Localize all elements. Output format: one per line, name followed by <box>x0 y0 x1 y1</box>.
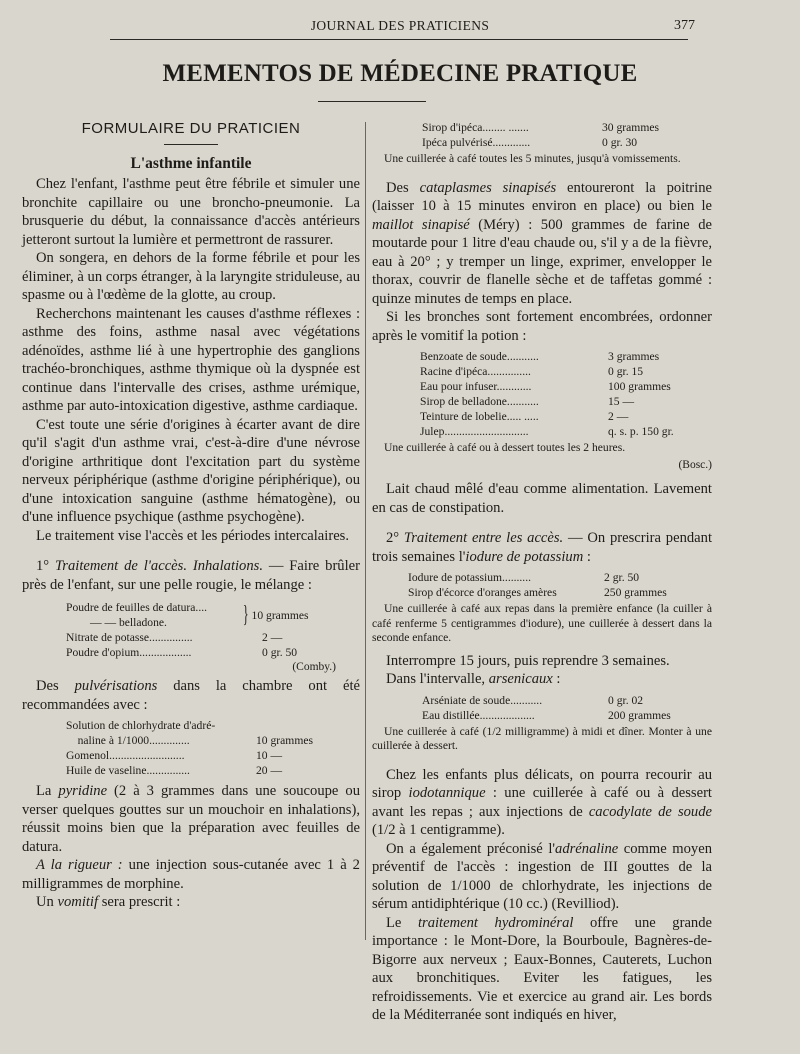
emphasis: pulvérisations <box>74 678 158 694</box>
text: : <box>552 671 561 687</box>
formula-quantity: 30 grammes <box>602 121 659 134</box>
emphasis: pyridine <box>58 783 108 799</box>
formula-quantity: 15 — <box>608 395 635 408</box>
formula-ingredient: Racine d'ipéca............... <box>420 365 531 378</box>
formula-row <box>66 630 336 645</box>
formula-ingredient: Ipéca pulvérisé............. <box>422 136 531 149</box>
text: sera prescrit : <box>98 894 181 910</box>
paragraph <box>372 766 712 840</box>
text: Dans l'intervalle, <box>386 671 489 687</box>
formula-row <box>420 349 700 364</box>
dosage-note: Une cuillerée à café ou à dessert toutes les 2 heures. <box>384 441 626 454</box>
paragraph <box>22 856 360 893</box>
formula-row <box>420 424 700 439</box>
formula-quantity: 2 — <box>608 410 629 423</box>
left-column <box>22 120 360 912</box>
formula-row <box>66 748 336 763</box>
text: — Faire brûler près de l'enfant, sur une pelle rougie, le mélange : <box>22 558 360 593</box>
paragraph: Si les bronches sont fortement encombrées, ordonner après le vomitif la potion : <box>372 309 712 344</box>
prescription-formula <box>22 600 336 675</box>
formula-quantity: 0 gr. 50 <box>262 646 298 659</box>
text: Des <box>36 678 75 694</box>
emphasis: iodotannique <box>408 785 486 801</box>
emphasis: adrénaline <box>555 840 619 857</box>
formula-ingredient: Eau pour infuser............ <box>420 380 532 393</box>
dosage-note: Une cuillerée à café toutes les 5 minutes, jusqu'à vomissements. <box>384 152 681 165</box>
formula-quantity: 20 — <box>256 764 283 777</box>
text: dans la chambre ont été recommandées avec : <box>22 678 360 713</box>
emphasis: A la rigueur : <box>36 857 123 873</box>
text: (Méry) : 500 grammes de farine de moutarde pour 1 litre d'eau chaude ou, s'il y a de la fièvre, eau à 20° ; y tremper un linge, exprimer, envelopper le thorax, couvrir de flanelle sèche et de taffetas gommé : quinze minutes de temps en place. <box>372 216 712 307</box>
formula-quantity: 100 grammes <box>608 380 671 393</box>
text: comme moyen préventif de l'accès : ingestion de III gouttes de la solution de 1/1000 de chlorhydrate, les injections de sérum antidiphtérique (10 cc.) (Revilliod). <box>372 840 712 912</box>
section-heading: FORMULAIRE DU PRATICIEN <box>81 120 301 137</box>
formula-quantity: 0 gr. 15 <box>608 365 644 378</box>
paragraph: Le traitement vise l'accès et les périodes intercalaires. <box>36 527 350 544</box>
formula-credit: (Comby.) <box>292 661 336 673</box>
prescription-formula <box>372 349 700 439</box>
formula-quantity: q. s. p. 150 gr. <box>608 425 674 438</box>
formula-quantity: 10 grammes <box>256 734 313 747</box>
text: Chez les enfants plus délicats, on pourra recourir au sirop <box>372 766 712 801</box>
formula-row <box>66 733 336 748</box>
paragraph <box>372 840 712 914</box>
text: : <box>583 548 591 565</box>
emphasis: cataplasmes sinapisés <box>419 179 557 196</box>
text: (1/2 à 1 centigramme). <box>372 822 505 838</box>
formula-quantity: 0 gr. 02 <box>608 693 644 707</box>
journal-title: JOURNAL DES PRATICIENS <box>310 18 490 33</box>
emphasis: cacodylate de soude <box>588 803 712 820</box>
formula-ingredient: Teinture de lobelie..... ..... <box>420 410 539 423</box>
formula-row <box>422 120 682 135</box>
emphasis: Traitement de l'accès. Inhalations. <box>55 558 263 574</box>
formula-ingredient: Nitrate de potasse............... <box>66 631 193 644</box>
formula-row <box>422 693 702 708</box>
formula-quantity: 10 — <box>256 749 283 762</box>
article-heading: L'asthme infantile <box>130 154 252 172</box>
paragraph: C'est toute une série d'origines à écarter avant de dire qu'il s'agit d'un asthme vrai, c'est-à-dire d'une névrose d'origine arthritique dont l'excitation part du système nerveux périphérique (asthme d'origine périphérique), ou d'une intoxication sanguine (asthme hématogène), ou d'une influence psychique (asthme psychogène). <box>22 416 360 525</box>
formula-quantity: 2 — <box>262 631 283 644</box>
prescription-formula <box>372 570 698 600</box>
formula-row <box>420 364 700 379</box>
paragraph: Recherchons maintenant les causes d'asthme réflexes : asthme des foins, asthme nasal avec végétations adénoïdes, asthme lié à une hypertrophie des ganglions trachéo-bronchiques, asthme thymique où la dyspnée est continue dans l'intervalle des crises, asthme urémique, asthme par auto-intoxication digestive, asthme cardiaque. <box>22 305 360 414</box>
dosage-note: Une cuillerée à café aux repas dans la première enfance (la cuiller à café renferme 5 centigrammes d'iodure), une cuillerée à dessert dans la seconde enfance. <box>372 602 712 644</box>
formula-row <box>408 570 698 585</box>
formula-ingredient: Julep............................. <box>420 425 529 438</box>
header-rule <box>110 39 688 40</box>
formula-quantity: 3 grammes <box>608 350 660 363</box>
formula-ingredient: Benzoate de soude........... <box>420 350 539 363</box>
formula-ingredient: Poudre de feuilles de datura.... <box>66 601 208 614</box>
emphasis: maillot sinapisé <box>372 216 470 233</box>
formula-ingredient: Iodure de potassium.......... <box>408 571 532 584</box>
emphasis: Traitement entre les accès. <box>403 530 564 546</box>
formula-row <box>66 718 336 733</box>
paragraph: Interrompre 15 jours, puis reprendre 3 semaines. <box>386 652 670 669</box>
text: La <box>36 783 59 799</box>
formula-quantity: 250 grammes <box>604 586 667 599</box>
formula-ingredient: Solution de chlorhydrate d'adré- <box>66 719 216 732</box>
formula-quantity: 10 grammes <box>251 608 309 622</box>
paragraph <box>372 670 712 689</box>
formula-quantity: 2 gr. 50 <box>604 571 640 584</box>
formula-ingredient: Arséniate de soude........... <box>422 693 543 707</box>
formula-ingredient: naline à 1/1000.............. <box>66 734 190 747</box>
formula-ingredient: Sirop de belladone........... <box>420 395 539 408</box>
column-divider <box>365 122 366 940</box>
formula-row <box>420 409 700 424</box>
brace-glyph: } <box>242 602 249 628</box>
text: une injection sous-cutanée avec 1 à 2 milligrammes de morphine. <box>22 857 360 892</box>
formula-credit: (Bosc.) <box>678 458 712 471</box>
page-number: 377 <box>674 18 695 33</box>
text: Le <box>386 914 418 931</box>
paragraph: On songera, en dehors de la forme fébrile et pour les éliminer, à un corps étranger, à la laryngite striduleuse, au spasme ou à l'œdème de la glotte, au croup. <box>22 250 360 303</box>
formula-ingredient: Huile de vaseline............... <box>66 764 190 777</box>
right-column <box>372 120 712 1025</box>
formula-ingredient: Sirop d'ipéca........ ....... <box>422 121 529 134</box>
formula-ingredient: Eau distillée................... <box>422 708 535 722</box>
formula-quantity: 200 grammes <box>608 708 671 722</box>
formula-row <box>420 394 700 409</box>
formula-brace-group <box>66 600 336 630</box>
formula-row <box>422 135 682 150</box>
paragraph: Chez l'enfant, l'asthme peut être fébrile et simuler une bronchite capillaire ou une broncho-pneumonie. La brusquerie du début, la connaissance d'accès antérieurs jetteront surtout la lumière et permettront de rassurer. <box>22 176 360 248</box>
running-head <box>0 18 800 36</box>
paragraph <box>372 914 712 1025</box>
paragraph <box>372 179 712 309</box>
text: offre une grande importance : le Mont-Dore, la Bourboule, Bagnères-de-Bigorre aux nerveux ; Eaux-Bonnes, Cauterets, Luchon aux bronchitiques. Eviter les fatigues, les refroidissements. Vie et exercice au grand air. Les bords de la Méditerranée sont indiqués en hiver, <box>372 914 713 1023</box>
prescription-formula <box>372 693 702 723</box>
formula-brace-lines <box>66 600 242 630</box>
text: : une cuillerée à café ou à dessert avant les repas ; aux injections de <box>372 785 712 820</box>
title-rule <box>318 101 426 102</box>
formula-quantity: 0 gr. 30 <box>602 136 638 149</box>
formula-row <box>420 379 700 394</box>
paragraph: Lait chaud mêlé d'eau comme alimentation. Lavement en cas de constipation. <box>372 481 712 516</box>
formula-row <box>408 585 698 600</box>
formula-row <box>66 645 336 660</box>
text: Des <box>386 179 420 196</box>
text: — On prescrira pendant trois semaines l' <box>372 530 712 565</box>
prescription-formula <box>22 718 336 778</box>
text: 2° <box>386 530 404 546</box>
page-title: MEMENTOS DE MÉDECINE PRATIQUE <box>162 60 638 87</box>
formula-ingredient: — — belladone. <box>90 616 167 629</box>
text: entoureront la poitrine (laisser 10 à 15 minutes environ en place) ou bien le <box>372 179 712 214</box>
emphasis: vomitif <box>57 894 99 910</box>
formula-row <box>66 763 336 778</box>
paragraph <box>22 677 360 714</box>
prescription-formula <box>372 120 682 150</box>
formula-ingredient: Sirop d'écorce d'oranges amères <box>408 586 557 599</box>
formula-row <box>422 708 702 723</box>
text: On a également préconisé l' <box>386 840 556 857</box>
paragraph <box>22 893 360 912</box>
formula-ingredient: Gomenol.......................... <box>66 749 185 762</box>
text: Un <box>36 894 58 910</box>
section-rule <box>164 144 218 145</box>
paragraph <box>22 782 360 856</box>
emphasis: traitement hydrominéral <box>417 914 574 931</box>
dosage-note: Une cuillerée à café (1/2 milligramme) à midi et dîner. Monter à une cuillerée à dessert. <box>372 724 712 752</box>
emphasis: arsenicaux <box>488 671 553 687</box>
paragraph <box>22 557 360 594</box>
formula-ingredient: Poudre d'opium.................. <box>66 646 192 659</box>
paragraph <box>372 529 712 566</box>
emphasis: iodure de potassium <box>465 548 584 565</box>
text: 1° <box>36 558 55 574</box>
text: (2 à 3 grammes dans une soucoupe ou verser quelques gouttes sur un mouchoir en inhalations), réussit moins bien que la préparation avec feuilles de datura. <box>22 783 360 855</box>
